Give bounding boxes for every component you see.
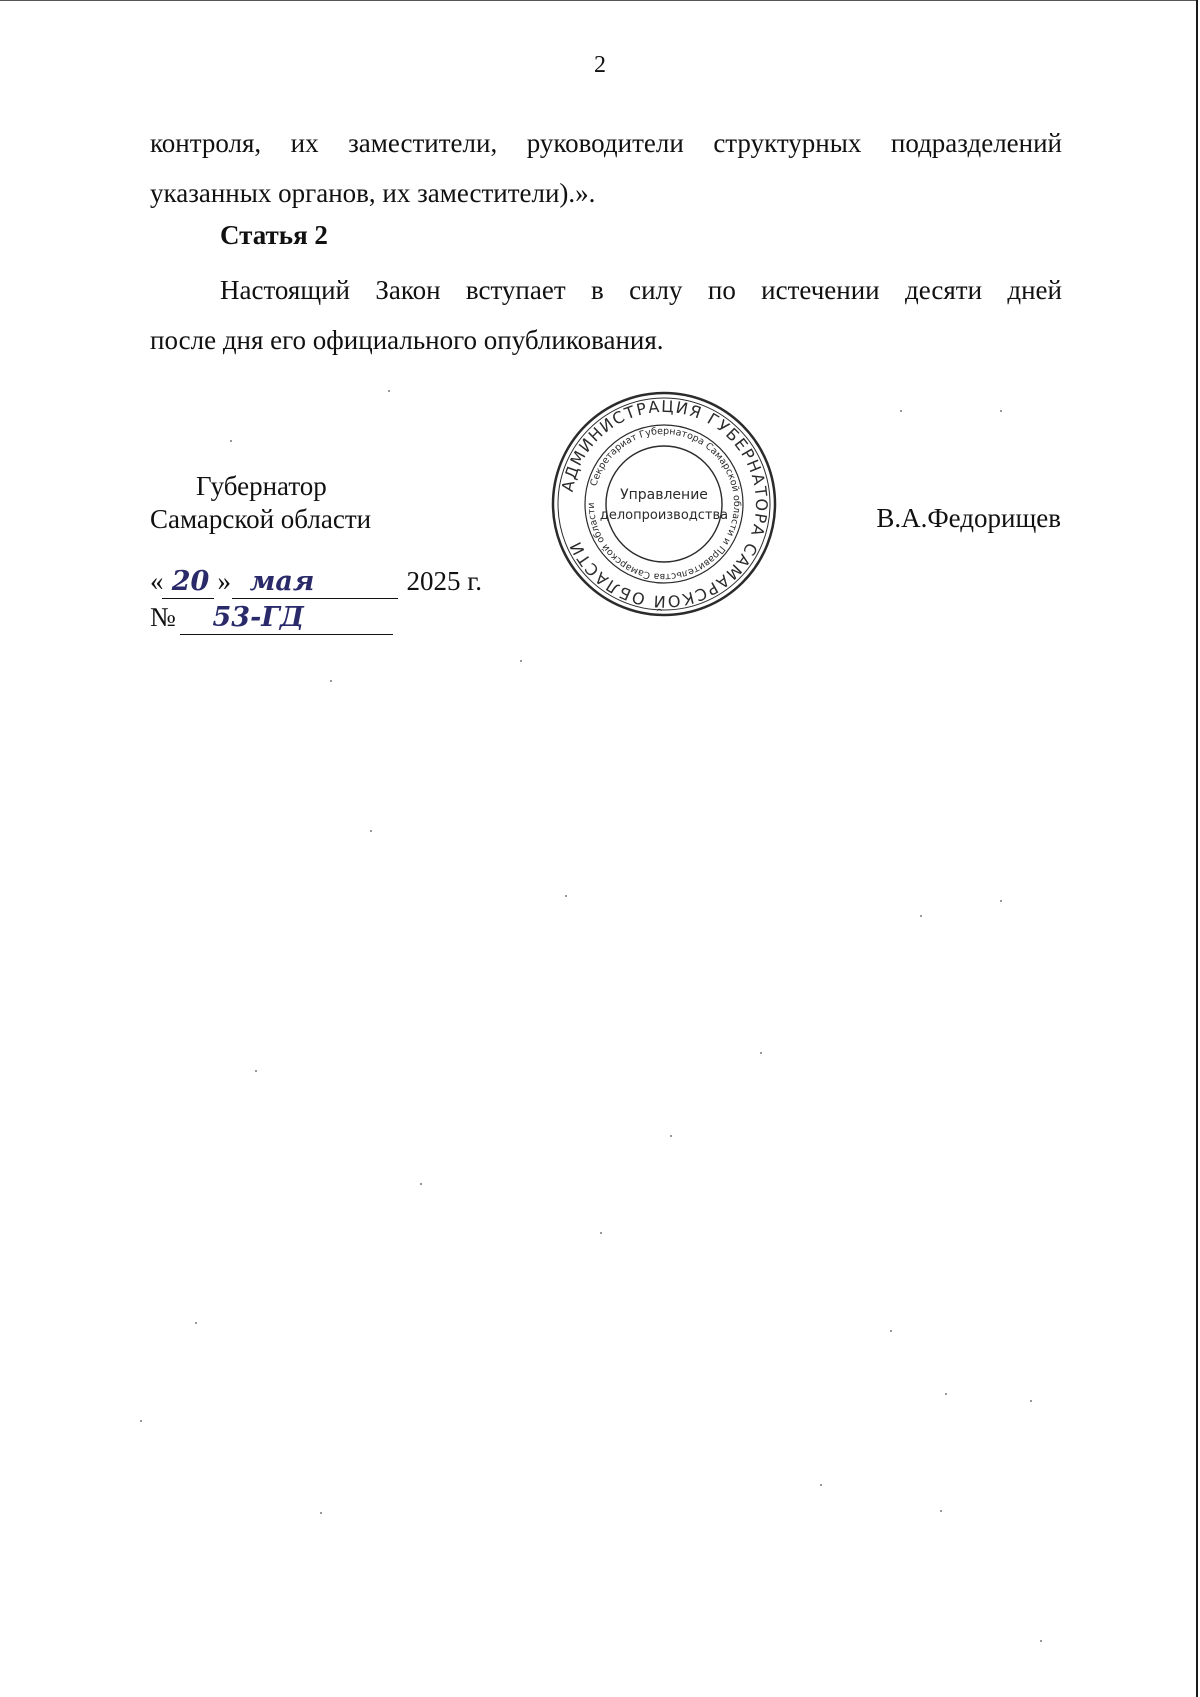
scan-speck (195, 1322, 197, 1324)
date-day: 20 (171, 566, 210, 597)
scan-speck (920, 915, 922, 917)
scan-speck (670, 1135, 672, 1137)
article-body-paragraph (150, 265, 1062, 365)
official-seal (549, 389, 779, 619)
date-open-quote: « (150, 566, 164, 596)
article-body-line-2: после дня его официального опубликования. (150, 325, 664, 355)
scan-speck (565, 895, 567, 897)
date-year: 2025 г. (406, 566, 483, 596)
seal-middle-circle (585, 425, 743, 583)
scan-speck (940, 1510, 942, 1512)
scan-speck (600, 1232, 602, 1234)
article-heading: Статья 2 (220, 220, 328, 250)
scan-speck (1000, 900, 1002, 902)
scan-speck (255, 1070, 257, 1072)
scan-speck (1000, 410, 1002, 412)
scan-speck (330, 680, 332, 682)
scan-speck (1040, 1640, 1042, 1642)
page-right-edge (1196, 0, 1198, 1697)
continuation-line-2: указанных органов, их заместители).». (150, 178, 596, 208)
scan-speck (388, 390, 390, 392)
continuation-line-1: контроля, их заместители, руководители структурных подразделений (150, 128, 1062, 158)
scan-speck (945, 1393, 947, 1395)
number-value: 53-ГД (212, 602, 304, 633)
seal-center-line-2: делопроизводства (599, 508, 729, 523)
page-top-edge (0, 0, 1198, 1)
seal-inner-circle (606, 446, 722, 562)
date-line (150, 566, 510, 602)
signer-position-line-1: Губернатор (196, 471, 327, 501)
seal-outer-text: АДМИНИСТРАЦИЯ ГУБЕРНАТОРА САМАРСКОЙ ОБЛАСТИ (557, 396, 772, 612)
number-label: № (150, 602, 176, 632)
scan-speck (760, 1052, 762, 1054)
scan-speck (320, 1512, 322, 1514)
number-underline (180, 634, 393, 635)
date-close-quote: » (217, 566, 231, 596)
scan-speck (1030, 1400, 1032, 1402)
signer-position-line-2: Самарской области (150, 504, 372, 534)
seal-center-line-1: Управление (620, 487, 708, 503)
number-line (150, 602, 400, 638)
scan-speck (900, 410, 902, 412)
scan-speck (230, 440, 232, 442)
scan-speck (370, 830, 372, 832)
day-underline (162, 598, 214, 599)
scan-speck (420, 1183, 422, 1185)
month-underline (232, 598, 398, 599)
continuation-paragraph (150, 118, 1062, 218)
signer-position (150, 470, 371, 536)
scan-speck (820, 1484, 822, 1486)
scan-speck (890, 1330, 892, 1332)
scan-speck (520, 660, 522, 662)
date-month: мая (249, 566, 315, 597)
seal-inner-ring-text: Секретариат Губернатора Самарской области и Правительства Самарской области (585, 425, 743, 583)
scan-speck (140, 1420, 142, 1422)
article-body-line-1: Настоящий Закон вступает в силу по истечении десяти дней (220, 275, 1062, 305)
page-number: 2 (594, 52, 606, 78)
signer-name: В.А.Федорищев (876, 503, 1061, 533)
